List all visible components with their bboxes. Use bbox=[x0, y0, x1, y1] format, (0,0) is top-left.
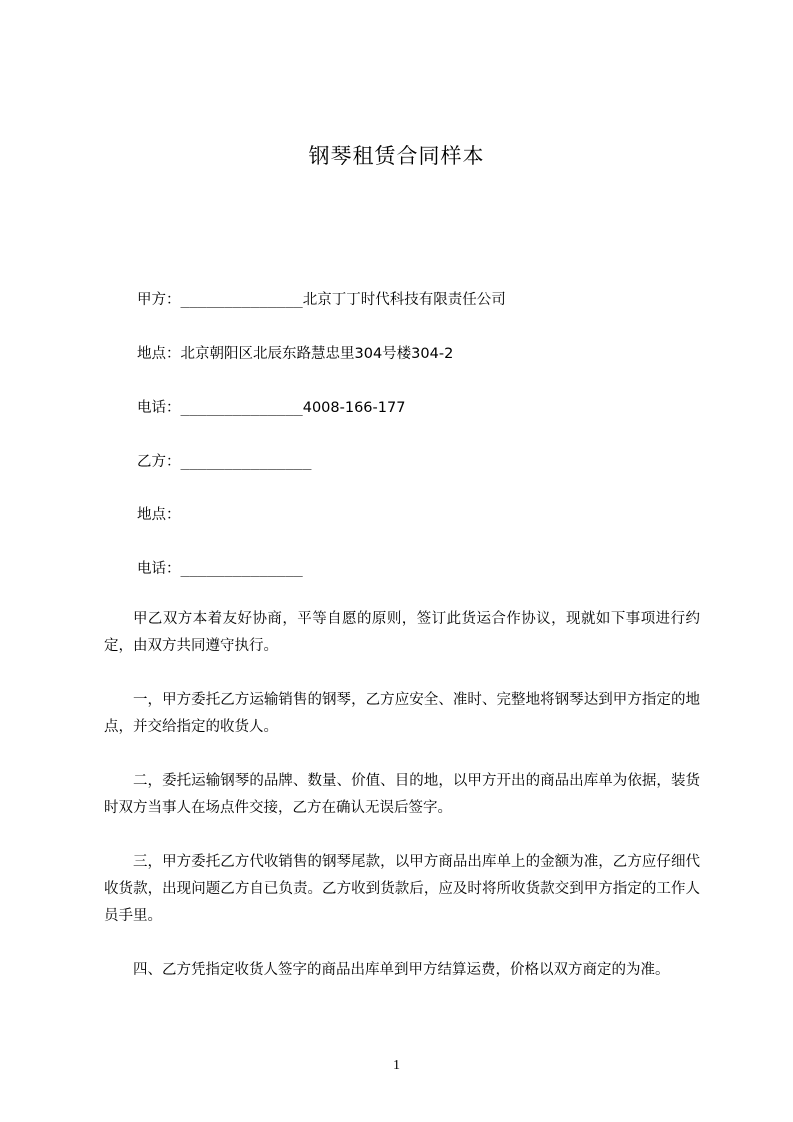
party-b-phone-blank: ______________ bbox=[180, 561, 303, 577]
paragraph-clause-3: 三，甲方委托乙方代收销售的钢琴尾款，以甲方商品出库单上的金额为准，乙方应仔细代收货款，出现问题乙方自已负责。乙方收到货款后，应及时将所收货款交到甲方指定的工作人员手里。 bbox=[104, 854, 700, 924]
party-b-line bbox=[137, 452, 311, 472]
party-a-label: 甲方： bbox=[137, 292, 181, 308]
party-a-phone-blank: ______________ bbox=[180, 400, 303, 416]
paragraph-clause-4: 四、乙方凭指定收货人签字的商品出库单到甲方结算运费，价格以双方商定的为准。 bbox=[133, 962, 670, 978]
party-b-label: 乙方： bbox=[137, 454, 181, 470]
party-b-address-line bbox=[137, 505, 181, 525]
party-a-address-line bbox=[137, 344, 453, 364]
party-b-phone-line bbox=[137, 559, 303, 579]
party-a-address-value: 北京朝阳区北辰东路慧忠里304号楼304-2 bbox=[180, 346, 454, 362]
page-number: 1 bbox=[393, 1058, 400, 1073]
party-b-blank: _______________ bbox=[180, 454, 312, 470]
party-a-phone-line bbox=[137, 398, 405, 418]
paragraph-clause-2: 二，委托运输钢琴的品牌、数量、价值、目的地，以甲方开出的商品出库单为依据，装货时双方当事人在场点件交接，乙方在确认无误后签字。 bbox=[104, 773, 700, 816]
party-b-phone-label: 电话： bbox=[137, 561, 181, 577]
document-title: 钢琴租赁合同样本 bbox=[308, 144, 485, 168]
party-a-phone-label: 电话： bbox=[137, 400, 181, 416]
paragraph-intro: 甲乙双方本着友好协商，平等自愿的原则，签订此货运合作协议，现就如下事项进行约定，由双方共同遵守执行。 bbox=[104, 611, 700, 654]
party-b-address-label: 地点： bbox=[137, 507, 181, 523]
party-a-line bbox=[137, 290, 506, 310]
party-a-blank: ______________ bbox=[180, 292, 303, 308]
party-a-value: 北京丁丁时代科技有限责任公司 bbox=[302, 292, 506, 308]
party-a-phone-value: 4008-166-177 bbox=[302, 400, 406, 416]
party-a-address-label: 地点： bbox=[137, 346, 181, 362]
paragraph-clause-1: 一，甲方委托乙方运输销售的钢琴，乙方应安全、准时、完整地将钢琴达到甲方指定的地点，并交给指定的收货人。 bbox=[104, 692, 700, 735]
